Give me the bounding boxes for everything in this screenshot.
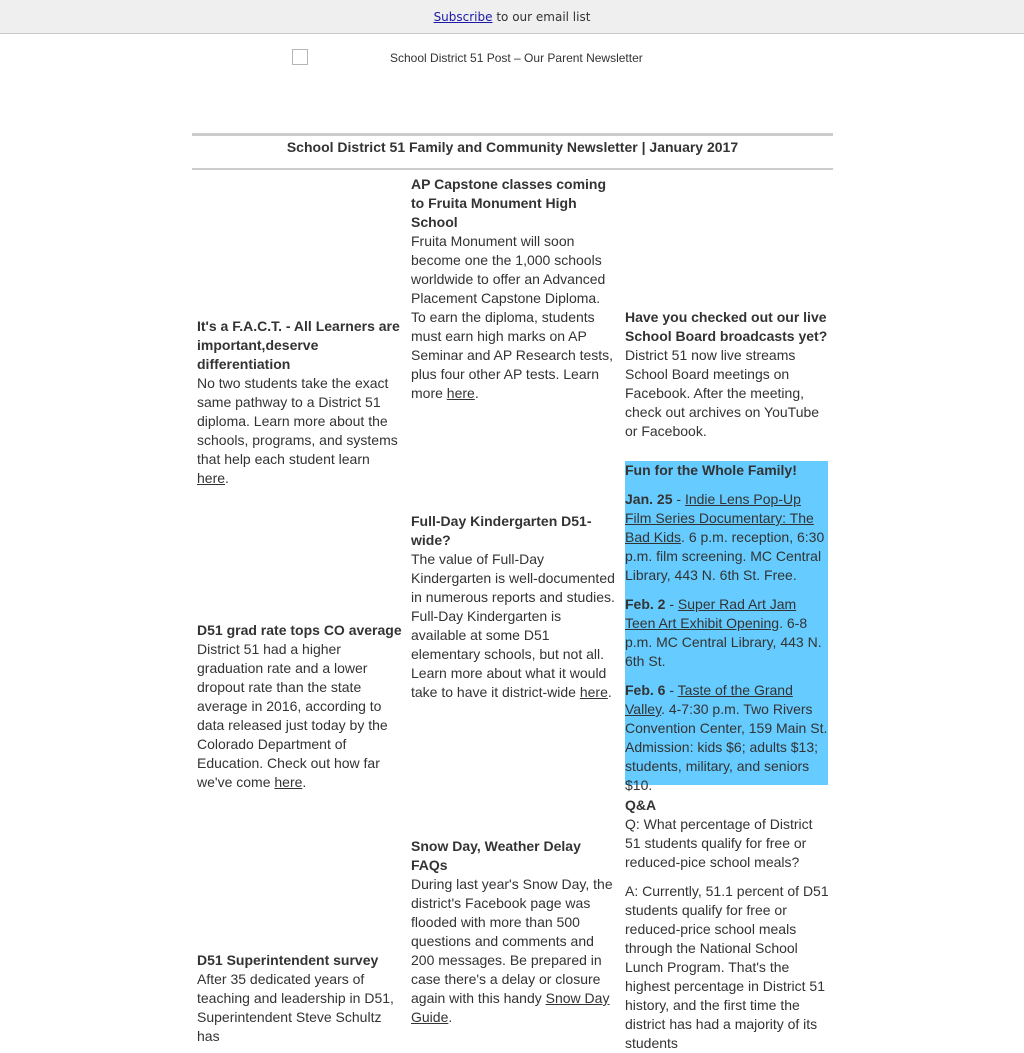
article-body: District 51 had a higher graduation rate and a lower dropout rate than the state average in 2016, according to data released just today by the Colorado Department of Education. Check out how far we've come here. <box>197 641 388 790</box>
article-title: D51 Superintendent survey <box>197 952 379 968</box>
broken-image-icon <box>292 49 308 65</box>
article-title: Snow Day, Weather Delay FAQs <box>411 838 581 873</box>
article-body: No two students take the exact same pathway to a District 51 diploma. Learn more about the schools, programs, and systems that help each student learn here. <box>197 375 398 486</box>
article-body: The value of Full-Day Kindergarten is well-documented in numerous reports and studies. Full-Day Kindergarten is available at some D51 elementary schools, but not all. Learn more about what it would take to have it district-wide here. <box>411 551 615 700</box>
family-events-box <box>625 461 828 793</box>
article-title: D51 grad rate tops CO average <box>197 622 402 638</box>
newsletter-logo <box>292 49 652 67</box>
event-item: Feb. 6 - Taste of the Grand Valley. 4-7:30 p.m. Two Rivers Convention Center, 159 Main St. Admission: kids $6; adults $13; students, military, and seniors $10. <box>625 682 828 793</box>
article-school-board <box>625 308 831 441</box>
article-title: Have you checked out our live School Board broadcasts yet? <box>625 309 828 344</box>
subscribe-text: to our email list <box>492 10 591 24</box>
article-grad-rate <box>197 621 403 792</box>
logo-alt-text: School District 51 Post – Our Parent Newsletter <box>390 51 643 65</box>
article-snow-day <box>411 837 617 1027</box>
subscribe-link[interactable]: Subscribe <box>433 10 493 24</box>
event-link[interactable]: Indie Lens Pop-Up Film Series Documentary: The Bad Kids <box>625 491 814 545</box>
events-title: Fun for the Whole Family! <box>625 462 797 478</box>
event-item: Jan. 25 - Indie Lens Pop-Up Film Series Documentary: The Bad Kids. 6 p.m. reception, 6:30 p.m. film screening. MC Central Library, 443 N. 6th St. Free. <box>625 491 825 583</box>
event-item: Feb. 2 - Super Rad Art Jam Teen Art Exhibit Opening. 6-8 p.m. MC Central Library, 443 N. 6th St. <box>625 596 822 669</box>
article-title: It's a F.A.C.T. - All Learners are important,deserve differentiation <box>197 318 400 372</box>
article-qa <box>625 796 831 1053</box>
article-link[interactable]: Snow Day Guide <box>411 990 610 1025</box>
event-link[interactable]: Taste of the Grand Valley <box>625 682 793 717</box>
qa-question: Q: What percentage of District 51 students qualify for free or reduced-pice school meals? <box>625 816 813 870</box>
article-link[interactable]: here <box>579 684 608 700</box>
article-superintendent-survey <box>197 951 403 1046</box>
article-link[interactable]: here <box>197 470 226 486</box>
qa-answer: A: Currently, 51.1 percent of D51 students qualify for free or reduced-price school meals through the National School Lunch Program. That's the highest percentage in District 51 history, and the first time the district has had a majority of its students <box>625 883 829 1051</box>
article-fact <box>197 317 403 488</box>
article-link[interactable]: here <box>446 385 475 401</box>
article-body: During last year's Snow Day, the district's Facebook page was flooded with more than 500 questions and comments and 200 messages. Be prepared in case there's a delay or closure again with this handy Snow Day Guide. <box>411 876 613 1025</box>
header-divider-top <box>192 133 833 136</box>
header-divider-bottom <box>192 168 833 170</box>
article-title: Q&A <box>625 797 657 813</box>
newsletter-title: School District 51 Family and Community Newsletter | January 2017 <box>286 139 739 155</box>
article-body: District 51 now live streams School Board meetings on Facebook. After the meeting, check out archives on YouTube or Facebook. <box>625 347 820 439</box>
article-body: After 35 dedicated years of teaching and leadership in D51, Superintendent Steve Schultz has <box>197 971 394 1044</box>
article-title: AP Capstone classes coming to Fruita Monument High School <box>411 176 607 230</box>
event-link[interactable]: Super Rad Art Jam Teen Art Exhibit Opening <box>625 596 797 631</box>
article-title: Full-Day Kindergarten D51-wide? <box>411 513 592 548</box>
subscribe-bar <box>0 0 1024 34</box>
article-kindergarten <box>411 512 617 702</box>
article-ap-capstone <box>411 175 617 403</box>
article-link[interactable]: here <box>274 774 303 790</box>
article-body: Fruita Monument will soon become one the 1,000 schools worldwide to offer an Advanced Placement Capstone Diploma. To earn the diploma, students must earn high marks on AP Seminar and AP Research tests, plus four other AP tests. Learn more here. <box>411 233 614 401</box>
